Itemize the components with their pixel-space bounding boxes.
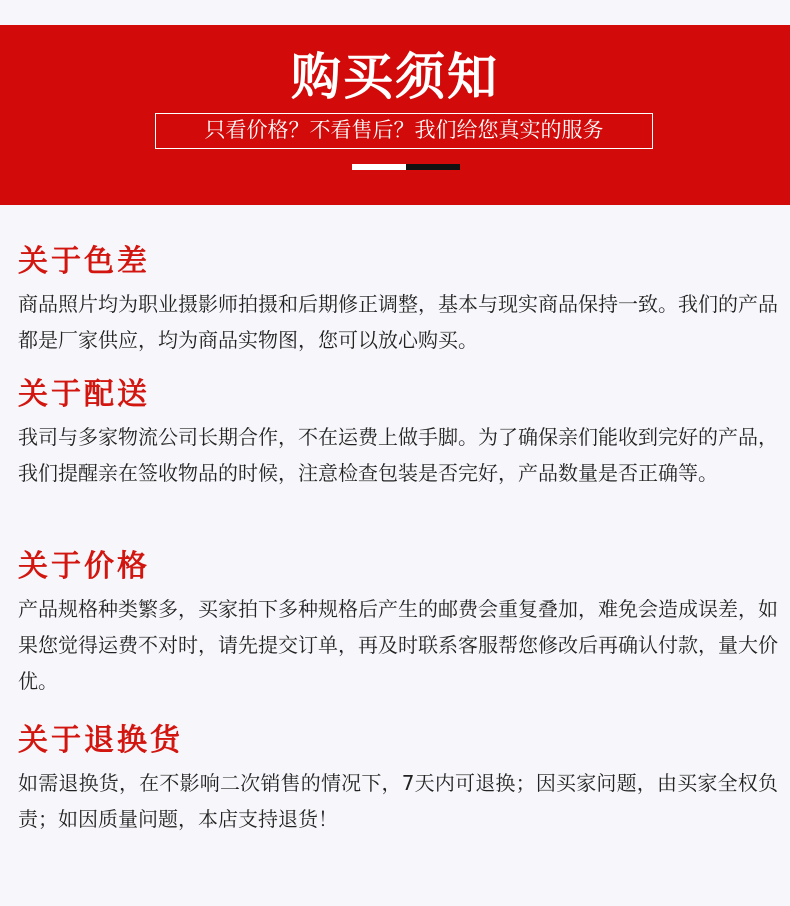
header-banner: [0, 25, 790, 205]
section-body: 我司与多家物流公司长期合作，不在运费上做手脚。为了确保亲们能收到完好的产品，我们提醒亲在签收物品的时候，注意检查包装是否完好，产品数量是否正确等。: [18, 425, 778, 485]
decorative-bar-white: [352, 164, 406, 170]
section-heading: 关于色差: [18, 244, 150, 279]
section-body: 如需退换货，在不影响二次销售的情况下，7天内可退换；因买家问题，由买家全权负责；如因质量问题，本店支持退货！: [18, 771, 778, 831]
section-returns: [18, 721, 778, 837]
section-heading: 关于退换货: [18, 723, 183, 758]
section-heading: 关于配送: [18, 377, 150, 412]
section-delivery: [18, 375, 778, 491]
section-color-difference: [18, 242, 778, 358]
section-heading: 关于价格: [18, 549, 150, 584]
decorative-bar-black: [406, 164, 460, 170]
banner-subtitle: 只看价格？不看售后？我们给您真实的服务: [155, 113, 653, 149]
section-price: [18, 547, 778, 699]
section-body: 商品照片均为职业摄影师拍摄和后期修正调整，基本与现实商品保持一致。我们的产品都是厂家供应，均为商品实物图，您可以放心购买。: [18, 292, 778, 352]
page-title: 购买须知: [291, 48, 499, 106]
section-body: 产品规格种类繁多，买家拍下多种规格后产生的邮费会重复叠加，难免会造成误差，如果您觉得运费不对时，请先提交订单，再及时联系客服帮您修改后再确认付款，量大价优。: [18, 597, 778, 693]
